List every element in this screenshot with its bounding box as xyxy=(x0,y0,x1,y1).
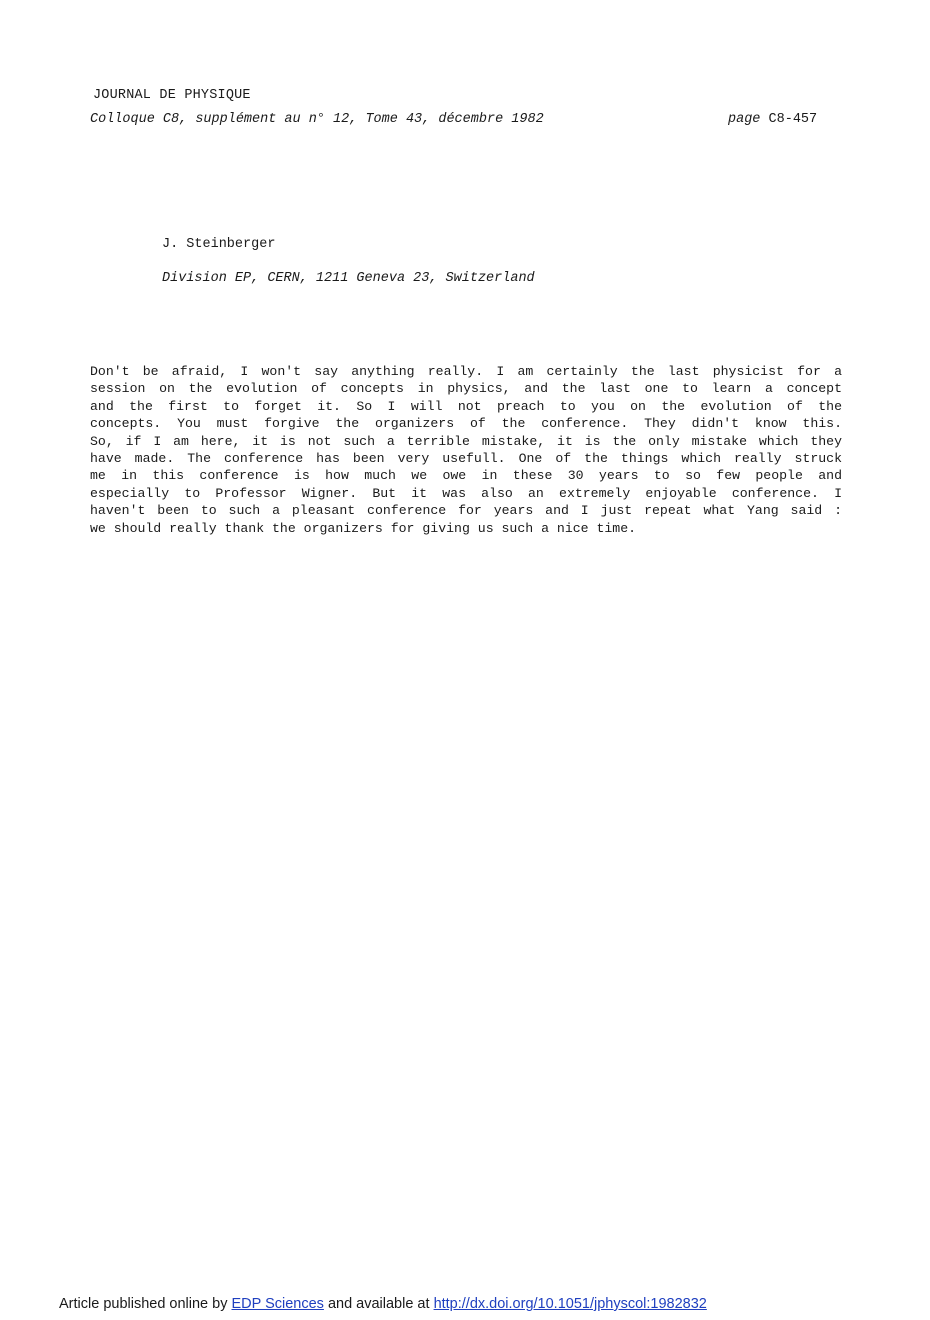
page-label: page xyxy=(728,112,761,127)
footer-prefix: Article published online by xyxy=(59,1296,232,1312)
journal-name: JOURNAL DE PHYSIQUE xyxy=(93,88,251,103)
body-line: So, if I am here, it is not such a terrible mistake, it is the only mistake which they xyxy=(90,433,842,449)
author-affiliation: Division EP, CERN, 1211 Geneva 23, Switzerland xyxy=(162,271,535,286)
body-line: session on the evolution of concepts in physics, and the last one to learn a concept xyxy=(90,381,842,397)
doi-link[interactable]: http://dx.doi.org/10.1051/jphyscol:1982832 xyxy=(433,1296,707,1312)
footer-middle: and available at xyxy=(323,1296,434,1312)
page-number xyxy=(728,112,817,127)
author-name: J. Steinberger xyxy=(162,237,276,252)
body-line: have made. The conference has been very usefull. One of the things which really struck xyxy=(90,451,842,467)
body-line: we should really thank the organizers for giving us such a nice time. xyxy=(90,520,637,536)
body-line: me in this conference is how much we owe in these 30 years to so few people and xyxy=(90,468,842,484)
body-line: haven't been to such a pleasant conference for years and I just repeat what Yang said : xyxy=(90,503,842,519)
colloque-citation: Colloque C8, supplément au n° 12, Tome 43, décembre 1982 xyxy=(90,112,544,127)
edp-sciences-link[interactable]: EDP Sciences xyxy=(231,1296,324,1312)
body-line: concepts. You must forgive the organizers of the conference. They didn't know this. xyxy=(90,416,842,432)
page-number-value: C8-457 xyxy=(768,112,818,127)
body-paragraph xyxy=(90,363,842,537)
body-line: Don't be afraid, I won't say anything really. I am certainly the last physicist for a xyxy=(90,364,842,379)
body-line: and the first to forget it. So I will not preach to you on the evolution of the xyxy=(90,398,842,414)
body-line: especially to Professor Wigner. But it was also an extremely enjoyable conference. I xyxy=(90,485,842,501)
publication-footer xyxy=(59,1296,707,1312)
